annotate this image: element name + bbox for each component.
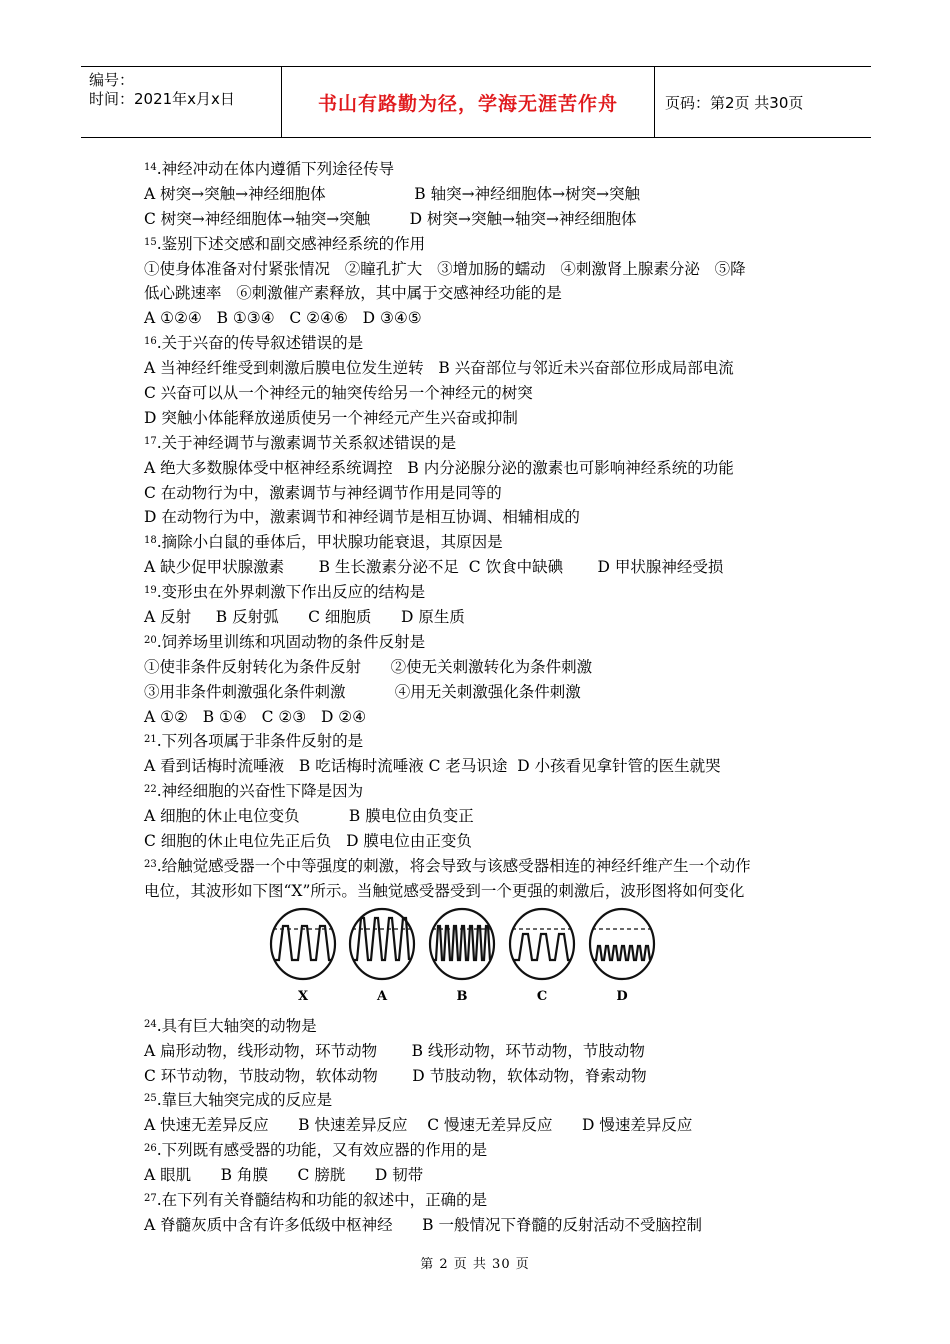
line-text: .在下列有关脊髓结构和功能的叙述中，正确的是 — [156, 1190, 488, 1209]
line-text: C 树突→神经细胞体→轴突→突触 D 树突→突触→轴突→神经细胞体 — [144, 209, 637, 228]
line-text: .神经冲动在体内遵循下列途径传导 — [156, 160, 395, 178]
oscilloscope-a — [350, 909, 414, 979]
question-option-line — [144, 1064, 824, 1089]
line-text: A 细胞的休止电位变负 B 膜电位由负变正 — [144, 807, 474, 826]
line-text: A 缺少促甲状腺激素 B 生长激素分泌不足 C 饮食中缺碘 D 甲状腺神经受损 — [144, 558, 724, 577]
question-stem — [144, 157, 824, 182]
question-option-line — [144, 1039, 824, 1064]
question-option-line — [144, 182, 824, 207]
waveform-diagram — [269, 904, 689, 1014]
header-page-cell — [655, 67, 881, 137]
line-text: .摘除小白鼠的垂体后，甲状腺功能衰退，其原因是 — [156, 533, 503, 552]
question-number: 15 — [144, 236, 157, 248]
line-text: D 突触小体能释放递质使另一个神经元产生兴奋或抑制 — [144, 408, 518, 427]
question-option-line — [144, 680, 824, 705]
question-stem — [144, 331, 824, 356]
oscilloscope-x — [271, 909, 335, 979]
line-text: A 树突→突触→神经细胞体 B 轴突→神经细胞体→树突→突触 — [144, 184, 641, 203]
question-stem — [144, 1188, 824, 1213]
question-number: 14 — [144, 162, 157, 173]
question-option-line — [144, 381, 824, 406]
line-text: .变形虫在外界刺激下作出反应的结构是 — [156, 583, 426, 602]
line-text: C 兴奋可以从一个神经元的轴突传给另一个神经元的树突 — [144, 384, 533, 403]
question-stem — [144, 431, 824, 456]
question-stem — [144, 729, 824, 754]
line-text: A 眼肌 B 角膜 C 膀胱 D 韧带 — [144, 1166, 424, 1185]
question-option-line — [144, 456, 824, 481]
figure-label-a: A — [376, 988, 388, 1004]
question-number: 22 — [144, 784, 157, 796]
header-motto-cell — [282, 67, 655, 137]
question-stem — [144, 580, 824, 605]
line-text: A 反射 B 反射弧 C 细胞质 D 原生质 — [144, 608, 465, 627]
question-number: 26 — [144, 1143, 157, 1155]
question-option-line — [144, 306, 824, 331]
header-table — [81, 66, 871, 138]
header-meta-cell — [81, 67, 282, 137]
question-block-1 — [144, 157, 824, 904]
question-option-line — [144, 207, 824, 232]
line-text: .下列各项属于非条件反射的是 — [156, 732, 364, 751]
figure-label-c: C — [536, 988, 548, 1004]
question-number: 16 — [144, 336, 157, 348]
question-option-line — [144, 754, 824, 779]
question-number: 25 — [144, 1093, 157, 1105]
question-block-2 — [144, 1014, 824, 1238]
question-option-line — [144, 1113, 824, 1138]
line-text: .给触觉感受器一个中等强度的刺激，将会导致与该感受器相连的神经纤维产生一个动作 — [156, 856, 751, 875]
question-option-line — [144, 257, 824, 282]
motto-text: 书山有路勤为径，学海无涯苦作舟 — [317, 92, 618, 115]
oscilloscope-c — [510, 909, 574, 979]
line-text: .饲养场里训练和巩固动物的条件反射是 — [156, 632, 426, 651]
time-label: 时间：2021年x月x日 — [89, 90, 235, 108]
line-text: .鉴别下述交感和副交感神经系统的作用 — [156, 234, 426, 253]
oscilloscope-b — [430, 909, 494, 979]
figure-label-d: D — [616, 988, 628, 1004]
question-option-line — [144, 1163, 824, 1188]
question-stem — [144, 630, 824, 655]
line-text: A ①② B ①④ C ②③ D ②④ — [144, 707, 367, 726]
question-option-line — [144, 879, 824, 904]
question-number: 23 — [144, 858, 157, 870]
line-text: C 环节动物，节肢动物，软体动物 D 节肢动物，软体动物，脊索动物 — [144, 1066, 647, 1085]
line-text: ①使身体准备对付紧张情况 ②瞳孔扩大 ③增加肠的蠕动 ④刺激肾上腺素分泌 ⑤降 — [144, 259, 746, 278]
line-text: A 快速无差异反应 B 快速差异反应 C 慢速无差异反应 D 慢速差异反应 — [144, 1116, 693, 1135]
question-number: 27 — [144, 1192, 157, 1204]
number-label: 编号： — [89, 71, 135, 89]
question-option-line — [144, 1213, 824, 1238]
line-text: .神经细胞的兴奋性下降是因为 — [156, 782, 364, 801]
page-footer: 第 2 页 共 30 页 — [420, 1257, 530, 1272]
line-text: ③用非条件刺激强化条件刺激 ④用无关刺激强化条件刺激 — [144, 682, 581, 701]
line-text: A 扁形动物，线形动物，环节动物 B 线形动物，环节动物，节肢动物 — [144, 1041, 645, 1060]
question-number: 21 — [144, 734, 157, 746]
question-number: 20 — [144, 634, 157, 646]
question-stem — [144, 530, 824, 555]
waveform-figure — [144, 904, 824, 1014]
question-stem — [144, 779, 824, 804]
question-option-line — [144, 356, 824, 381]
question-option-line — [144, 605, 824, 630]
question-option-line — [144, 705, 824, 730]
line-text: .具有巨大轴突的动物是 — [156, 1016, 317, 1035]
question-option-line — [144, 804, 824, 829]
line-text: A ①②④ B ①③④ C ②④⑥ D ③④⑤ — [144, 309, 422, 328]
question-option-line — [144, 406, 824, 431]
question-number: 17 — [144, 435, 157, 447]
question-number: 24 — [144, 1018, 157, 1030]
question-option-line — [144, 481, 824, 506]
question-stem — [144, 232, 824, 257]
figure-label-b: B — [456, 988, 468, 1004]
question-stem — [144, 1014, 824, 1039]
line-text: A 脊髓灰质中含有许多低级中枢神经 B 一般情况下脊髓的反射活动不受脑控制 — [144, 1215, 703, 1234]
line-text: 电位，其波形如下图“X”所示。当触觉感受器受到一个更强的刺激后，波形图将如何变化 — [144, 881, 745, 900]
line-text: 低心跳速率 ⑥刺激催产素释放，其中属于交感神经功能的是 — [144, 284, 562, 303]
question-stem — [144, 854, 824, 879]
question-number: 18 — [144, 535, 157, 547]
question-stem — [144, 1088, 824, 1113]
oscilloscope-d — [590, 909, 654, 979]
line-text: A 当神经纤维受到刺激后膜电位发生逆转 B 兴奋部位与邻近未兴奋部位形成局部电流 — [144, 359, 734, 378]
question-option-line — [144, 555, 824, 580]
question-option-line — [144, 505, 824, 530]
figure-label-x: X — [297, 988, 309, 1004]
question-option-line — [144, 281, 824, 306]
line-text: .下列既有感受器的功能，又有效应器的作用的是 — [156, 1141, 488, 1160]
line-text: .关于兴奋的传导叙述错误的是 — [156, 334, 364, 353]
line-text: A 绝大多数腺体受中枢神经系统调控 B 内分泌腺分泌的激素也可影响神经系统的功能 — [144, 458, 734, 477]
question-content — [144, 157, 824, 1238]
page-label: 页码：第2页 共30页 — [665, 93, 804, 112]
line-text: .关于神经调节与激素调节关系叙述错误的是 — [156, 433, 457, 452]
line-text: D 在动物行为中，激素调节和神经调节是相互协调、相辅相成的 — [144, 508, 580, 527]
question-option-line — [144, 829, 824, 854]
question-option-line — [144, 655, 824, 680]
line-text: A 看到话梅时流唾液 B 吃话梅时流唾液 C 老马识途 D 小孩看见拿针管的医生就哭 — [144, 757, 721, 776]
line-text: .靠巨大轴突完成的反应是 — [156, 1091, 333, 1110]
line-text: ①使非条件反射转化为条件反射 ②使无关刺激转化为条件刺激 — [144, 657, 593, 676]
question-number: 19 — [144, 585, 157, 597]
line-text: C 在动物行为中，激素调节与神经调节作用是同等的 — [144, 483, 502, 502]
line-text: C 细胞的休止电位先正后负 D 膜电位由正变负 — [144, 832, 472, 851]
question-stem — [144, 1138, 824, 1163]
